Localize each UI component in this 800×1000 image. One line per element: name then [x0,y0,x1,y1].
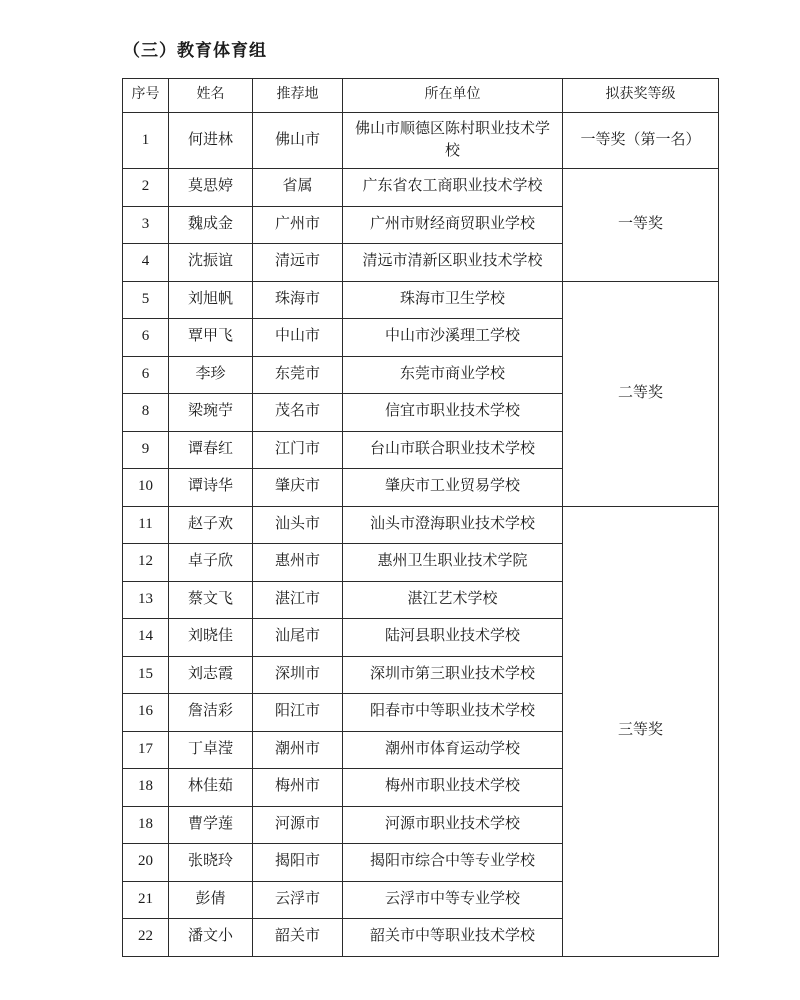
cell-seq: 22 [123,919,169,957]
cell-unit: 中山市沙溪理工学校 [343,319,563,357]
cell-award: 一等奖 [563,169,719,282]
cell-unit: 阳春市中等职业技术学校 [343,694,563,732]
cell-place: 中山市 [253,319,343,357]
table-row [123,506,719,544]
cell-place: 清远市 [253,244,343,282]
cell-name: 梁琬苧 [169,394,253,432]
cell-unit: 河源市职业技术学校 [343,806,563,844]
cell-name: 覃甲飞 [169,319,253,357]
award-table [122,78,719,957]
cell-seq: 15 [123,656,169,694]
table-row [123,169,719,207]
cell-seq: 6 [123,356,169,394]
cell-seq: 14 [123,619,169,657]
header-award: 拟获奖等级 [563,79,719,113]
cell-name: 谭春红 [169,431,253,469]
cell-unit: 佛山市顺德区陈村职业技术学校 [343,113,563,169]
cell-unit: 珠海市卫生学校 [343,281,563,319]
cell-seq: 6 [123,319,169,357]
cell-unit: 东莞市商业学校 [343,356,563,394]
cell-seq: 21 [123,881,169,919]
table-header [123,79,719,113]
cell-seq: 11 [123,506,169,544]
cell-name: 彭倩 [169,881,253,919]
cell-unit: 广州市财经商贸职业学校 [343,206,563,244]
cell-unit: 潮州市体育运动学校 [343,731,563,769]
cell-name: 丁卓滢 [169,731,253,769]
cell-seq: 13 [123,581,169,619]
cell-unit: 揭阳市综合中等专业学校 [343,844,563,882]
cell-place: 珠海市 [253,281,343,319]
cell-unit: 湛江艺术学校 [343,581,563,619]
cell-seq: 8 [123,394,169,432]
cell-place: 云浮市 [253,881,343,919]
cell-place: 汕尾市 [253,619,343,657]
cell-name: 刘志霞 [169,656,253,694]
cell-place: 江门市 [253,431,343,469]
cell-place: 揭阳市 [253,844,343,882]
cell-name: 魏成金 [169,206,253,244]
cell-unit: 韶关市中等职业技术学校 [343,919,563,957]
header-row [123,79,719,113]
cell-name: 莫思婷 [169,169,253,207]
cell-place: 湛江市 [253,581,343,619]
cell-unit: 台山市联合职业技术学校 [343,431,563,469]
cell-seq: 12 [123,544,169,582]
cell-unit: 肇庆市工业贸易学校 [343,469,563,507]
header-unit: 所在单位 [343,79,563,113]
cell-award: 一等奖（第一名） [563,113,719,169]
cell-seq: 9 [123,431,169,469]
cell-place: 汕头市 [253,506,343,544]
header-name: 姓名 [169,79,253,113]
cell-name: 李珍 [169,356,253,394]
header-place: 推荐地 [253,79,343,113]
header-seq: 序号 [123,79,169,113]
cell-place: 阳江市 [253,694,343,732]
cell-award: 三等奖 [563,506,719,956]
cell-place: 梅州市 [253,769,343,807]
cell-unit: 陆河县职业技术学校 [343,619,563,657]
cell-name: 张晓玲 [169,844,253,882]
cell-place: 深圳市 [253,656,343,694]
cell-unit: 梅州市职业技术学校 [343,769,563,807]
cell-unit: 汕头市澄海职业技术学校 [343,506,563,544]
cell-seq: 3 [123,206,169,244]
cell-place: 茂名市 [253,394,343,432]
cell-unit: 深圳市第三职业技术学校 [343,656,563,694]
cell-seq: 17 [123,731,169,769]
cell-seq: 18 [123,806,169,844]
cell-name: 蔡文飞 [169,581,253,619]
cell-name: 卓子欣 [169,544,253,582]
cell-seq: 4 [123,244,169,282]
cell-place: 肇庆市 [253,469,343,507]
cell-unit: 广东省农工商职业技术学校 [343,169,563,207]
cell-name: 沈振谊 [169,244,253,282]
cell-name: 潘文小 [169,919,253,957]
cell-unit: 清远市清新区职业技术学校 [343,244,563,282]
cell-unit: 惠州卫生职业技术学院 [343,544,563,582]
cell-name: 刘晓佳 [169,619,253,657]
cell-place: 省属 [253,169,343,207]
cell-seq: 20 [123,844,169,882]
cell-place: 惠州市 [253,544,343,582]
cell-seq: 16 [123,694,169,732]
cell-place: 潮州市 [253,731,343,769]
section-title: （三）教育体育组 [123,41,267,60]
cell-unit: 信宜市职业技术学校 [343,394,563,432]
cell-place: 韶关市 [253,919,343,957]
cell-name: 林佳茹 [169,769,253,807]
cell-place: 东莞市 [253,356,343,394]
cell-name: 曹学莲 [169,806,253,844]
cell-unit: 云浮市中等专业学校 [343,881,563,919]
table-row [123,113,719,169]
cell-seq: 18 [123,769,169,807]
cell-name: 刘旭帆 [169,281,253,319]
cell-seq: 10 [123,469,169,507]
cell-name: 谭诗华 [169,469,253,507]
cell-name: 赵子欢 [169,506,253,544]
table-body [123,113,719,957]
table-row [123,281,719,319]
cell-place: 佛山市 [253,113,343,169]
cell-award: 二等奖 [563,281,719,506]
cell-name: 詹洁彩 [169,694,253,732]
cell-place: 河源市 [253,806,343,844]
cell-seq: 5 [123,281,169,319]
cell-name: 何进林 [169,113,253,169]
cell-seq: 1 [123,113,169,169]
cell-place: 广州市 [253,206,343,244]
cell-seq: 2 [123,169,169,207]
